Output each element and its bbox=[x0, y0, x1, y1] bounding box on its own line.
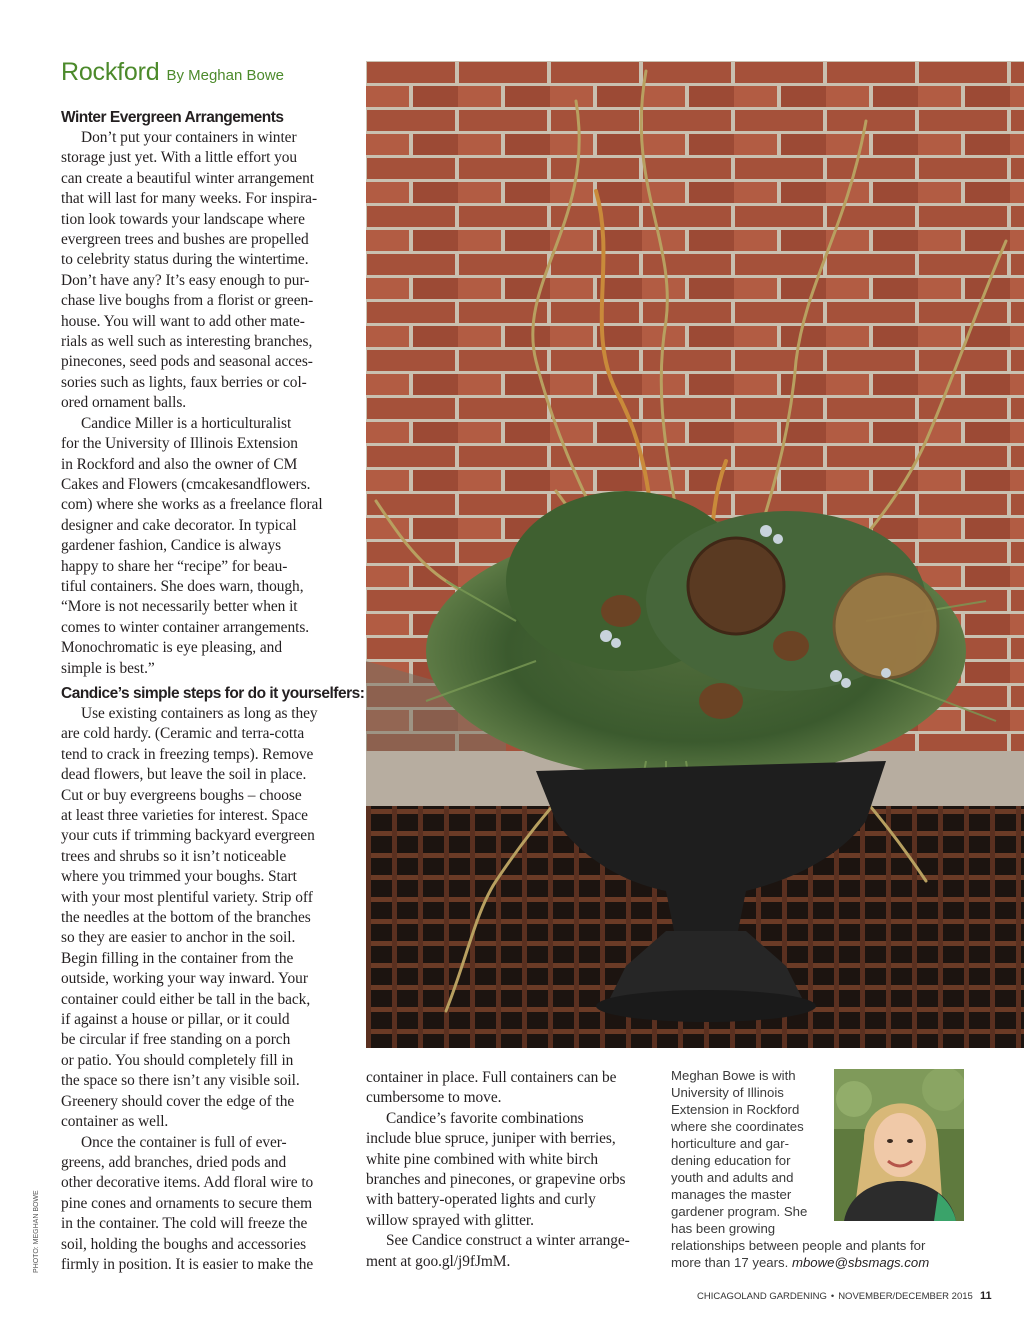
section-heading-simple-steps: Candice’s simple steps for do it yourselfers: bbox=[61, 684, 365, 702]
text-line: comes to winter container arrangements. bbox=[61, 618, 310, 636]
text-line: house. You will want to add other mate- bbox=[61, 312, 305, 330]
text-line: storage just yet. With a little effort you bbox=[61, 149, 298, 167]
text-line: firmly in position. It is easier to make the bbox=[61, 1255, 314, 1273]
text-line: branches and pinecones, or grapevine orbs bbox=[366, 1171, 626, 1189]
text-line: com) where she works as a freelance floral bbox=[61, 496, 323, 514]
text-line: container could either be tall in the back, bbox=[61, 990, 311, 1008]
text-line: can create a beautiful winter arrangement bbox=[61, 169, 315, 187]
text-line: the needles at the bottom of the branches bbox=[61, 909, 311, 927]
bio-line: Meghan Bowe is with bbox=[671, 1068, 796, 1083]
page-number: 11 bbox=[980, 1290, 992, 1302]
text-line: simple is best.” bbox=[61, 659, 155, 677]
article-body-continued bbox=[366, 1068, 666, 1272]
author-email[interactable]: mbowe@sbsmags.com bbox=[791, 1255, 930, 1270]
bio-line: horticulture and gar- bbox=[671, 1136, 790, 1151]
text-line: Use existing containers as long as they bbox=[81, 704, 318, 722]
text-line: rials as well such as interesting branches, bbox=[61, 333, 313, 351]
text-line: with battery-operated lights and curly bbox=[366, 1191, 596, 1209]
text-line: other decorative items. Add floral wire to bbox=[61, 1174, 314, 1192]
text-line: are cold hardy. (Ceramic and terra-cotta bbox=[61, 725, 305, 743]
text-line: in Rockford and also the owner of CM bbox=[61, 455, 298, 473]
text-line: tion look towards your landscape where bbox=[61, 210, 305, 228]
text-line: Greenery should cover the edge of the bbox=[61, 1092, 295, 1110]
text-line: include blue spruce, juniper with berries, bbox=[366, 1130, 616, 1148]
byline: By Meghan Bowe bbox=[166, 67, 285, 84]
bio-line: manages the master bbox=[671, 1187, 792, 1202]
text-line: to celebrity status during the wintertime. bbox=[61, 251, 309, 269]
text-line: Don’t put your containers in winter bbox=[81, 129, 297, 146]
bio-years: more than 17 years. bbox=[671, 1255, 789, 1270]
text-line: white pine combined with white birch bbox=[366, 1150, 598, 1168]
publication-name: CHICAGOLAND GARDENING bbox=[697, 1291, 827, 1302]
text-line: “More is not necessarily better when it bbox=[61, 598, 298, 616]
bio-line: has been growing bbox=[671, 1221, 776, 1236]
text-line: pinecones, seed pods and seasonal acces- bbox=[61, 353, 313, 371]
text-line: if against a house or pillar, or it could bbox=[61, 1011, 290, 1029]
bio-line: youth and adults and bbox=[671, 1170, 794, 1185]
text-line: ored ornament balls. bbox=[61, 394, 187, 412]
text-line: ment at goo.gl/j9fJmM. bbox=[366, 1252, 511, 1270]
text-line: Candice’s favorite combinations bbox=[386, 1109, 584, 1127]
text-line: designer and cake decorator. In typical bbox=[61, 516, 297, 534]
bio-line: relationships between people and plants for bbox=[671, 1238, 926, 1253]
text-line: chase live boughs from a florist or green- bbox=[61, 292, 314, 310]
text-line: Begin filling in the container from the bbox=[61, 949, 294, 967]
text-line: See Candice construct a winter arrange- bbox=[386, 1232, 630, 1250]
author-headshot bbox=[834, 1069, 964, 1221]
text-line: happy to share her “recipe” for beau- bbox=[61, 557, 288, 575]
evergreen-arrangement-photo bbox=[366, 61, 1024, 1048]
text-line: Monochromatic is eye pleasing, and bbox=[61, 639, 282, 657]
text-line: Candice Miller is a horticulturalist bbox=[81, 414, 292, 432]
text-line: that will last for many weeks. For inspira- bbox=[61, 190, 318, 208]
text-line: Cut or buy evergreens boughs – choose bbox=[61, 786, 302, 804]
text-line: so they are easier to anchor in the soil. bbox=[61, 929, 296, 947]
text-line: tiful containers. She does warn, though, bbox=[61, 577, 304, 595]
bio-line: gardener program. She bbox=[671, 1204, 808, 1219]
bio-line: where she coordinates bbox=[671, 1119, 804, 1134]
text-line: tend to crack in freezing temps). Remove bbox=[61, 745, 314, 763]
left-column bbox=[61, 58, 365, 1275]
text-line: cumbersome to move. bbox=[366, 1089, 502, 1107]
text-line: willow sprayed with glitter. bbox=[366, 1211, 534, 1229]
text-line: evergreen trees and bushes are propelled bbox=[61, 231, 309, 249]
text-line: your cuts if trimming backyard evergreen bbox=[61, 827, 315, 845]
bio-line-last bbox=[671, 1254, 961, 1271]
bio-line: Extension in Rockford bbox=[671, 1102, 800, 1117]
text-line: be circular if free standing on a porch bbox=[61, 1031, 291, 1049]
photo-credit-text: PHOTO: MEGHAN BOWE bbox=[33, 1190, 40, 1273]
text-line: greens, add branches, dried pods and bbox=[61, 1153, 287, 1171]
text-line: pine cones and ornaments to secure them bbox=[61, 1194, 313, 1212]
text-line: the space so there isn’t any visible soil. bbox=[61, 1072, 300, 1090]
department-location: Rockford bbox=[61, 58, 160, 86]
photo-credit bbox=[33, 1190, 45, 1275]
text-line: trees and shrubs so it isn’t noticeable bbox=[61, 847, 287, 865]
text-line: Once the container is full of ever- bbox=[81, 1133, 287, 1151]
article-body-intro bbox=[61, 128, 353, 679]
text-line: Don’t have any? It’s easy enough to pur- bbox=[61, 271, 310, 289]
bio-line: dening education for bbox=[671, 1153, 791, 1168]
text-line: container as well. bbox=[61, 1113, 169, 1131]
section-heading-winter-evergreen: Winter Evergreen Arrangements bbox=[61, 109, 284, 126]
text-line: sories such as lights, faux berries or col- bbox=[61, 373, 307, 391]
article-body-steps bbox=[61, 704, 353, 1275]
text-line: outside, working your way inward. Your bbox=[61, 970, 308, 988]
footer-separator: • bbox=[830, 1291, 835, 1302]
text-line: or patio. You should completely fill in bbox=[61, 1051, 294, 1069]
department-header bbox=[61, 58, 353, 90]
text-line: where you trimmed your boughs. Start bbox=[61, 868, 297, 886]
issue-date: NOVEMBER/DECEMBER 2015 bbox=[838, 1291, 973, 1302]
text-line: with your most plentiful variety. Strip off bbox=[61, 888, 313, 906]
text-line: in the container. The cold will freeze the bbox=[61, 1215, 308, 1233]
text-line: at least three varieties for interest. Space bbox=[61, 807, 308, 824]
text-line: soil, holding the boughs and accessories bbox=[61, 1235, 307, 1253]
text-line: dead flowers, but leave the soil in place. bbox=[61, 766, 307, 784]
text-line: gardener fashion, Candice is always bbox=[61, 537, 282, 555]
bio-line: University of Illinois bbox=[671, 1085, 784, 1100]
page-footer bbox=[697, 1291, 997, 1307]
text-line: Cakes and Flowers (cmcakesandflowers. bbox=[61, 475, 311, 493]
middle-column bbox=[366, 1068, 666, 1272]
text-line: for the University of Illinois Extension bbox=[61, 435, 298, 453]
text-line: container in place. Full containers can be bbox=[366, 1069, 617, 1086]
